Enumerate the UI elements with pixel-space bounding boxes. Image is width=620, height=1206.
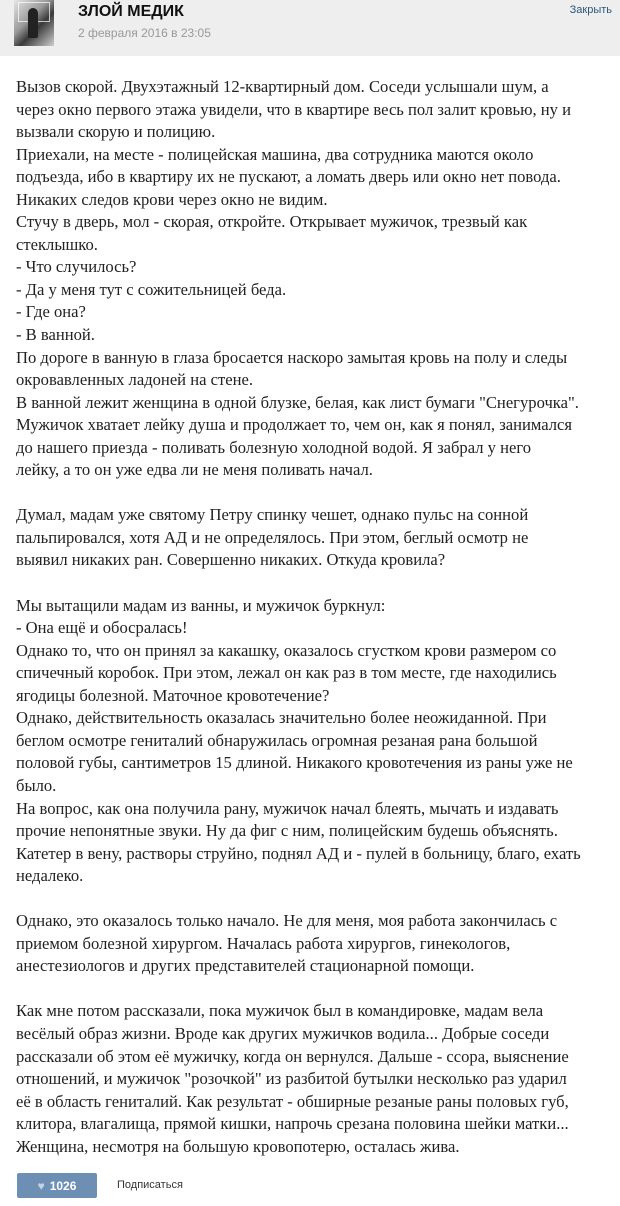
text-line: - Где она? <box>16 302 86 322</box>
text-line: В ванной лежит женщина в одной блузке, белая, как лист бумаги "Снегурочка". <box>16 392 579 412</box>
text-line: лейку, а то он уже едва ли не меня поливать начал. <box>16 460 373 480</box>
text-line: рассказали об этом её мужичку, когда он вернулся. Дальше - ссора, выяснение <box>16 1046 569 1066</box>
text-line: Однако, действительность оказалась значительно более неожиданной. При <box>16 708 547 728</box>
subscribe-link[interactable]: Подписаться <box>117 1179 183 1191</box>
text-line: спичечный коробок. При этом, лежал он как раз в том месте, где находились <box>16 663 557 683</box>
text-line: Мы вытащили мадам из ванны, и мужичок буркнул: <box>16 595 386 615</box>
author-name[interactable]: ЗЛОЙ МЕДИК <box>78 3 184 20</box>
text-line: ягодицы болезной. Маточное кровотечение? <box>16 685 330 705</box>
text-line: Однако, это оказалось только начало. Не для меня, моя работа закончилась с <box>16 911 558 931</box>
post-header <box>0 0 620 56</box>
text-line: - Да у меня тут с сожительницей беда. <box>16 279 287 299</box>
text-line: было. <box>16 775 57 795</box>
text-line: вызвали скорую и полицию. <box>16 122 216 142</box>
text-line: - Она ещё и обосралась! <box>16 618 188 638</box>
post-text <box>16 76 616 1158</box>
text-line: половой губы, сантиметров 15 длиной. Никакого кровотечения из раны уже не <box>16 753 573 773</box>
text-line: приемом болезной хирургом. Началась работа хирургов, гинекологов, <box>16 933 511 953</box>
text-line: пальпировался, хотя АД и не определялось. При этом, беглый осмотр не <box>16 527 529 547</box>
text-line: Катетер в вену, растворы струйно, поднял АД и - пулей в больницу, благо, ехать <box>16 843 581 863</box>
text-line: - В ванной. <box>16 325 95 345</box>
close-link[interactable]: Закрыть <box>569 4 612 16</box>
text-line: Думал, мадам уже святому Петру спинку чешет, однако пульс на сонной <box>16 505 529 525</box>
text-line: недалеко. <box>16 866 84 886</box>
text-line: весёлый образ жизни. Вроде как других мужичков водила... Добрые соседи <box>16 1023 550 1043</box>
text-line: Стучу в дверь, мол - скорая, откройте. Открывает мужичок, трезвый как <box>16 212 528 232</box>
text-line: отношений, и мужичок "розочкой" из разбитой бутылки несколько раз ударил <box>16 1069 567 1089</box>
text-line: через окно первого этажа увидели, что в квартире весь пол залит кровью, ну и <box>16 99 571 119</box>
text-line: На вопрос, как она получила рану, мужичок начал блеять, мычать и издавать <box>16 798 559 818</box>
text-line: подъезда, ибо в квартиру их не пускают, а ломать дверь или окно нет повода. <box>16 167 561 187</box>
post-date[interactable]: 2 февраля 2016 в 23:05 <box>78 26 211 40</box>
like-button[interactable] <box>17 1173 97 1198</box>
text-line: - Что случилось? <box>16 257 137 277</box>
text-line: клитора, влагалища, прямой кишки, напрочь срезана половина шейки матки... <box>16 1114 569 1134</box>
text-line: Никаких следов крови через окно не видим. <box>16 189 328 209</box>
text-line: Женщина, несмотря на большую кровопотерю, осталась жива. <box>16 1136 460 1156</box>
text-line: до нашего приезда - поливать болезную холодной водой. Я забрал у него <box>16 437 532 457</box>
blank-line <box>16 888 616 911</box>
text-line: стеклышко. <box>16 234 98 254</box>
text-line: анестезиологов и других представителей стационарной помощи. <box>16 956 475 976</box>
blank-line <box>16 482 616 505</box>
blank-line <box>16 978 616 1001</box>
text-line: Приехали, на месте - полицейская машина, два сотрудника маются около <box>16 144 534 164</box>
blank-line <box>16 572 616 595</box>
text-line: её в область гениталий. Как результат - обширные резаные раны половых губ, <box>16 1091 569 1111</box>
heart-icon: ♥ <box>37 1178 45 1193</box>
text-line: По дороге в ванную в глаза бросается наскоро замытая кровь на полу и следы <box>16 347 568 367</box>
avatar[interactable] <box>14 0 54 46</box>
text-line: Вызов скорой. Двухэтажный 12-квартирный дом. Соседи услышали шум, а <box>16 77 549 96</box>
text-line: прочие непонятные звуки. Ну да фиг с ним, полицейским будешь объяснять. <box>16 821 558 841</box>
text-line: беглом осмотре гениталий обнаружилась огромная резаная рана большой <box>16 730 538 750</box>
text-line: Как мне потом рассказали, пока мужичок был в командировке, мадам вела <box>16 1001 544 1021</box>
text-line: Мужичок хватает лейку душа и продолжает то, чем он, как я понял, занимался <box>16 415 573 435</box>
text-line: выявил никаких ран. Совершенно никаких. Откуда кровила? <box>16 550 446 570</box>
text-line: окровавленных ладоней на стене. <box>16 370 253 390</box>
text-line: Однако то, что он принял за какашку, оказалось сгустком крови размером со <box>16 640 557 660</box>
like-count: 1026 <box>49 1178 77 1193</box>
